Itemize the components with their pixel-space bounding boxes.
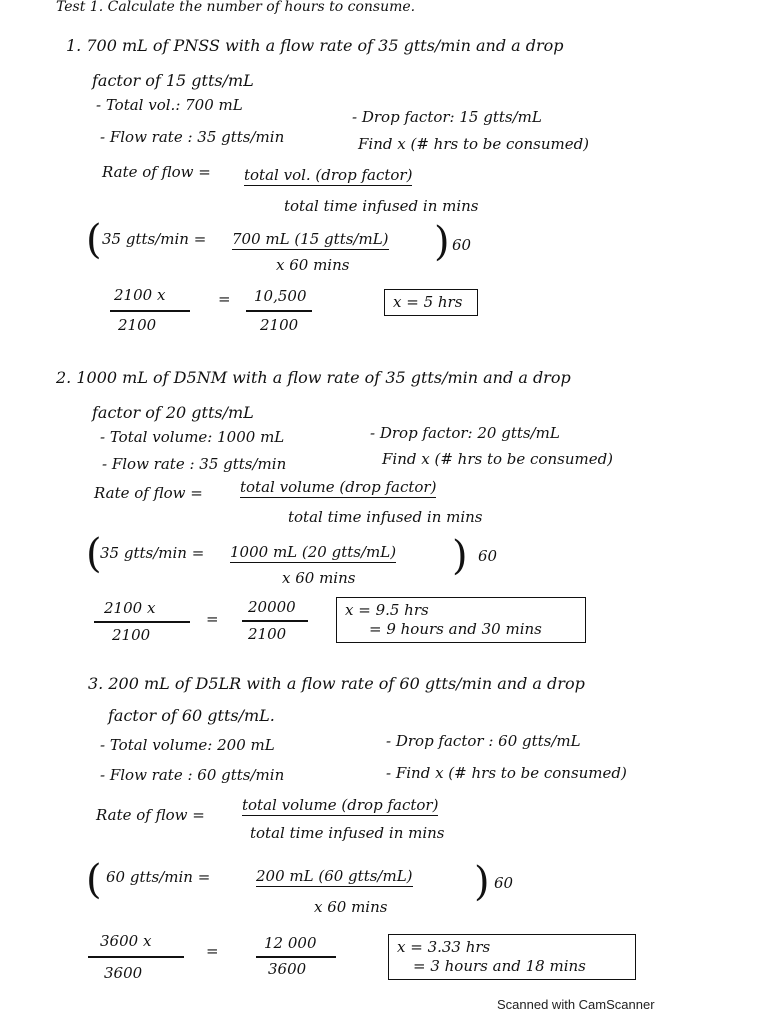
substitution-denominator: x 60 mins: [276, 256, 350, 274]
answer-box: [388, 934, 636, 980]
given-total-volume: - Total vol.: 700 mL: [96, 96, 243, 114]
substitution-multiplier: 60: [452, 236, 472, 254]
find-unknown: - Find x (# hrs to be consumed): [386, 764, 627, 782]
formula-numerator: total vol. (drop factor): [244, 166, 413, 184]
open-paren: (: [86, 217, 102, 263]
substitution-numerator: 1000 mL (20 gtts/mL): [230, 543, 397, 561]
cross-lhs-numerator: 3600 x: [100, 932, 152, 950]
formula-label: Rate of flow =: [102, 163, 211, 181]
given-drop-factor: - Drop factor : 60 gtts/mL: [386, 732, 581, 750]
substitution-multiplier: 60: [478, 547, 498, 565]
cross-lhs-numerator: 2100 x: [114, 286, 166, 304]
problem-statement: 3. 200 mL of D5LR with a flow rate of 60 gtts/min and a drop: [88, 674, 585, 693]
substitution-denominator: x 60 mins: [282, 569, 356, 587]
fraction-bar: [110, 310, 190, 312]
fraction-bar: [88, 956, 184, 958]
answer-line: = 9 hours and 30 mins: [369, 619, 542, 638]
substitution-lhs: 35 gtts/min =: [102, 230, 207, 248]
substitution-lhs: 35 gtts/min =: [100, 544, 205, 562]
substitution-lhs: 60 gtts/min =: [106, 868, 211, 886]
answer-line: x = 3.33 hrs: [397, 938, 491, 956]
problem-statement: 2. 1000 mL of D5NM with a flow rate of 35 gtts/min and a drop: [56, 368, 571, 387]
cross-rhs-numerator: 20000: [248, 598, 296, 616]
given-drop-factor: - Drop factor: 20 gtts/mL: [370, 424, 560, 442]
formula-denominator: total time infused in mins: [284, 197, 479, 215]
answer-box: [384, 289, 478, 316]
substitution-numerator: 700 mL (15 gtts/mL): [232, 230, 389, 248]
answer-line: = 3 hours and 18 mins: [413, 956, 586, 975]
problem-statement: factor of 20 gtts/mL: [92, 403, 254, 422]
problem-statement: factor of 15 gtts/mL: [92, 71, 254, 90]
cross-rhs-denominator: 3600: [268, 960, 307, 978]
given-drop-factor: - Drop factor: 15 gtts/mL: [352, 108, 542, 126]
cross-rhs-denominator: 2100: [248, 625, 287, 643]
substitution-denominator: x 60 mins: [314, 898, 388, 916]
formula-numerator: total volume (drop factor): [242, 796, 439, 814]
cross-lhs-numerator: 2100 x: [104, 599, 156, 617]
problem-statement: factor of 60 gtts/mL.: [108, 706, 275, 725]
equals-sign: =: [206, 942, 219, 960]
fraction-bar: [94, 621, 190, 623]
equals-sign: =: [218, 290, 231, 308]
fraction-bar: [256, 956, 336, 958]
close-paren: ): [434, 219, 450, 265]
substitution-numerator: 200 mL (60 gtts/mL): [256, 867, 413, 885]
fraction-bar: [246, 310, 312, 312]
page-title: Test 1. Calculate the number of hours to consume.: [56, 0, 416, 15]
substitution-multiplier: 60: [494, 874, 514, 892]
answer-line: x = 9.5 hrs: [345, 601, 429, 619]
given-flow-rate: - Flow rate : 35 gtts/min: [102, 455, 287, 473]
cross-lhs-denominator: 3600: [104, 964, 143, 982]
formula-numerator: total volume (drop factor): [240, 478, 437, 496]
formula-label: Rate of flow =: [96, 806, 205, 824]
open-paren: (: [86, 531, 102, 577]
given-flow-rate: - Flow rate : 35 gtts/min: [100, 128, 285, 146]
formula-label: Rate of flow =: [94, 484, 203, 502]
find-unknown: Find x (# hrs to be consumed): [358, 135, 590, 153]
cross-rhs-denominator: 2100: [260, 316, 299, 334]
fraction-bar: [242, 620, 308, 622]
formula-denominator: total time infused in mins: [288, 508, 483, 526]
cross-rhs-numerator: 12 000: [264, 934, 317, 952]
find-unknown: Find x (# hrs to be consumed): [382, 450, 614, 468]
close-paren: ): [452, 533, 468, 579]
given-total-volume: - Total volume: 200 mL: [100, 736, 275, 754]
cross-lhs-denominator: 2100: [118, 316, 157, 334]
given-total-volume: - Total volume: 1000 mL: [100, 428, 285, 446]
answer-line: x = 5 hrs: [393, 293, 463, 311]
close-paren: ): [474, 859, 490, 905]
cross-lhs-denominator: 2100: [112, 626, 151, 644]
given-flow-rate: - Flow rate : 60 gtts/min: [100, 766, 285, 784]
open-paren: (: [86, 857, 102, 903]
scanner-watermark: Scanned with CamScanner: [497, 997, 655, 1012]
cross-rhs-numerator: 10,500: [254, 287, 307, 305]
formula-denominator: total time infused in mins: [250, 824, 445, 842]
equals-sign: =: [206, 610, 219, 628]
answer-box: [336, 597, 586, 643]
problem-statement: 1. 700 mL of PNSS with a flow rate of 35 gtts/min and a drop: [66, 36, 564, 55]
